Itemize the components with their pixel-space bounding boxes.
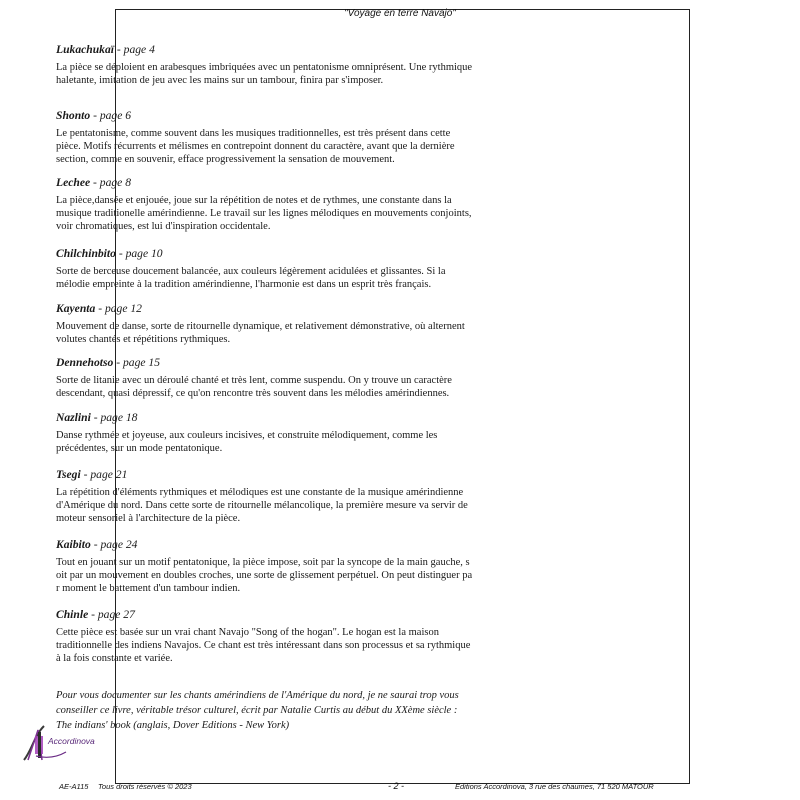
text-line: volutes chantés et répétitions rythmiques. bbox=[56, 334, 231, 346]
section-page: - page 8 bbox=[90, 176, 132, 189]
text-line: La pièce se déploient en arabesques imbriquées avec un pentatonisme omniprésent. Une rythmique bbox=[56, 62, 473, 73]
section-name: Chilchinbito bbox=[56, 247, 116, 260]
text-line: oit par un mouvement en doubles croches, une sorte de glissement perpétuel. On peut distinguer pa bbox=[56, 570, 473, 582]
section-text bbox=[56, 429, 566, 455]
section-title bbox=[56, 537, 566, 552]
footer-rights: Tous droits réservés © 2023 bbox=[98, 782, 192, 791]
section-title bbox=[56, 175, 566, 190]
section-text bbox=[56, 626, 566, 665]
footer bbox=[0, 782, 800, 796]
section-title bbox=[56, 467, 566, 482]
section-text bbox=[56, 556, 566, 595]
section-name: Shonto bbox=[56, 109, 91, 122]
logo-text: Accordinova bbox=[48, 736, 95, 746]
section-lukachukai bbox=[56, 42, 566, 108]
text-line: Le pentatonisme, comme souvent dans les musiques traditionnelles, est très présent dans cette bbox=[56, 128, 451, 139]
text-line: musique traditionelle amérindienne. Le travail sur les lignes mélodiques en mouvements conjoints, bbox=[56, 208, 472, 220]
section-text bbox=[56, 61, 566, 87]
text-line: section, comme en souvenir, efface progressivement la sensation de mouvement. bbox=[56, 154, 395, 166]
text-line: Tout en jouant sur un motif pentatonique, la pièce impose, soit par la syncope de la main gauche, s bbox=[56, 557, 470, 568]
text-line: Mouvement de danse, sorte de ritournelle dynamique, et relativement démonstrative, où alternent bbox=[56, 321, 465, 332]
section-text bbox=[56, 265, 566, 291]
section-page: - page 10 bbox=[115, 247, 163, 260]
section-text bbox=[56, 127, 566, 166]
footer-publisher: Editions Accordinova, 3 rue des chaumes, 71 520 MATOUR bbox=[455, 782, 654, 791]
text-line: descendant, quasi dépressif, ce qu'on rencontre très souvent dans les mélodies amérindiennes. bbox=[56, 388, 450, 400]
section-kaibito bbox=[56, 537, 566, 607]
section-text bbox=[56, 486, 566, 525]
section-name: Kayenta bbox=[56, 302, 96, 315]
text-line: Sorte de berceuse doucement balancée, aux couleurs légèrement acidulées et glissantes. Si la bbox=[56, 266, 446, 277]
section-kayenta bbox=[56, 301, 566, 355]
text-line: r moment le battement d'un tambour indien. bbox=[56, 583, 241, 595]
outro-line: Pour vous documenter sur les chants amérindiens de l'Amérique du nord, je ne saurai trop vous bbox=[56, 690, 459, 701]
section-text bbox=[56, 374, 566, 400]
text-line: mélodie empreinte à la tradition amérindienne, l'harmonie est dans un esprit très français. bbox=[56, 279, 432, 291]
section-shonto bbox=[56, 108, 566, 175]
text-line: pièce. Motifs récurrents et mélismes en contrepoint donnent du caractère, avant que la dernière bbox=[56, 141, 455, 153]
section-chinle bbox=[56, 607, 566, 665]
section-text bbox=[56, 320, 566, 346]
outro-line: The indians' book (anglais, Dover Editions - New York) bbox=[56, 720, 290, 731]
section-page: - page 12 bbox=[95, 302, 142, 315]
section-page: - page 21 bbox=[80, 468, 128, 481]
text-line: traditionnelle des indiens Navajos. Ce chant est très intéressant dans son processus et sa rythmique bbox=[56, 640, 471, 652]
section-title bbox=[56, 246, 566, 261]
text-line: moteur sensoriel à l'architecture de la pièce. bbox=[56, 513, 241, 525]
page-number: - 2 - bbox=[388, 781, 405, 791]
text-line: haletante, imitation de jeu avec les mains sur un tambour, finira par s'imposer. bbox=[56, 75, 384, 87]
section-name: Lukachukaï bbox=[56, 43, 114, 56]
text-line: à la fois constante et variée. bbox=[56, 653, 173, 665]
text-line: d'Amérique du nord. Dans cette sorte de ritournelle mélancolique, la première mesure va servir de bbox=[56, 500, 468, 512]
section-nazlini bbox=[56, 410, 566, 467]
section-name: Dennehotso bbox=[56, 356, 114, 369]
section-title bbox=[56, 410, 566, 425]
text-line: La pièce,dansée et enjouée, joue sur la répétition de notes et de rythmes, une constante dans la bbox=[56, 195, 452, 206]
section-text bbox=[56, 194, 566, 233]
section-dennehotso bbox=[56, 355, 566, 410]
text-line: Sorte de litanie avec un déroulé chanté et très lent, comme suspendu. On y trouve un caractère bbox=[56, 375, 452, 386]
section-tsegi bbox=[56, 467, 566, 537]
section-name: Kaibito bbox=[56, 538, 91, 551]
section-title bbox=[56, 42, 566, 57]
section-page: - page 6 bbox=[90, 109, 132, 122]
section-title bbox=[56, 108, 566, 123]
section-title bbox=[56, 607, 566, 622]
footer-reference: AE-A115 bbox=[59, 782, 89, 791]
text-line: La répétition d'éléments rythmiques et mélodiques est une constante de la musique amérindienne bbox=[56, 487, 464, 498]
outro-note bbox=[56, 688, 556, 733]
outro-line: conseiller ce livre, véritable trésor culturel, écrit par Natalie Curtis au début du XXème siècle : bbox=[56, 705, 458, 716]
section-name: Nazlini bbox=[56, 411, 91, 424]
content bbox=[56, 42, 566, 665]
section-name: Lechee bbox=[56, 176, 91, 189]
accordinova-logo bbox=[22, 722, 95, 762]
section-title bbox=[56, 301, 566, 316]
section-page: - page 24 bbox=[90, 538, 138, 551]
section-lechee bbox=[56, 175, 566, 246]
section-name: Chinle bbox=[56, 608, 89, 621]
text-line: Cette pièce est basée sur un vrai chant Navajo "Song of the hogan". Le hogan est la maison bbox=[56, 627, 439, 638]
section-chilchinbito bbox=[56, 246, 566, 301]
section-name: Tsegi bbox=[56, 468, 81, 481]
text-line: précédentes, sur un mode pentatonique. bbox=[56, 443, 223, 455]
section-page: - page 27 bbox=[88, 608, 135, 621]
section-page: - page 15 bbox=[113, 356, 161, 369]
section-page: - page 4 bbox=[113, 43, 155, 56]
text-line: voir chromatiques, est lui d'inspiration occidentale. bbox=[56, 221, 271, 233]
text-line: Danse rythmée et joyeuse, aux couleurs incisives, et construite mélodiquement, comme les bbox=[56, 430, 438, 441]
section-page: - page 18 bbox=[90, 411, 138, 424]
header-title: "Voyage en terre Navajo" bbox=[344, 8, 456, 19]
section-title bbox=[56, 355, 566, 370]
